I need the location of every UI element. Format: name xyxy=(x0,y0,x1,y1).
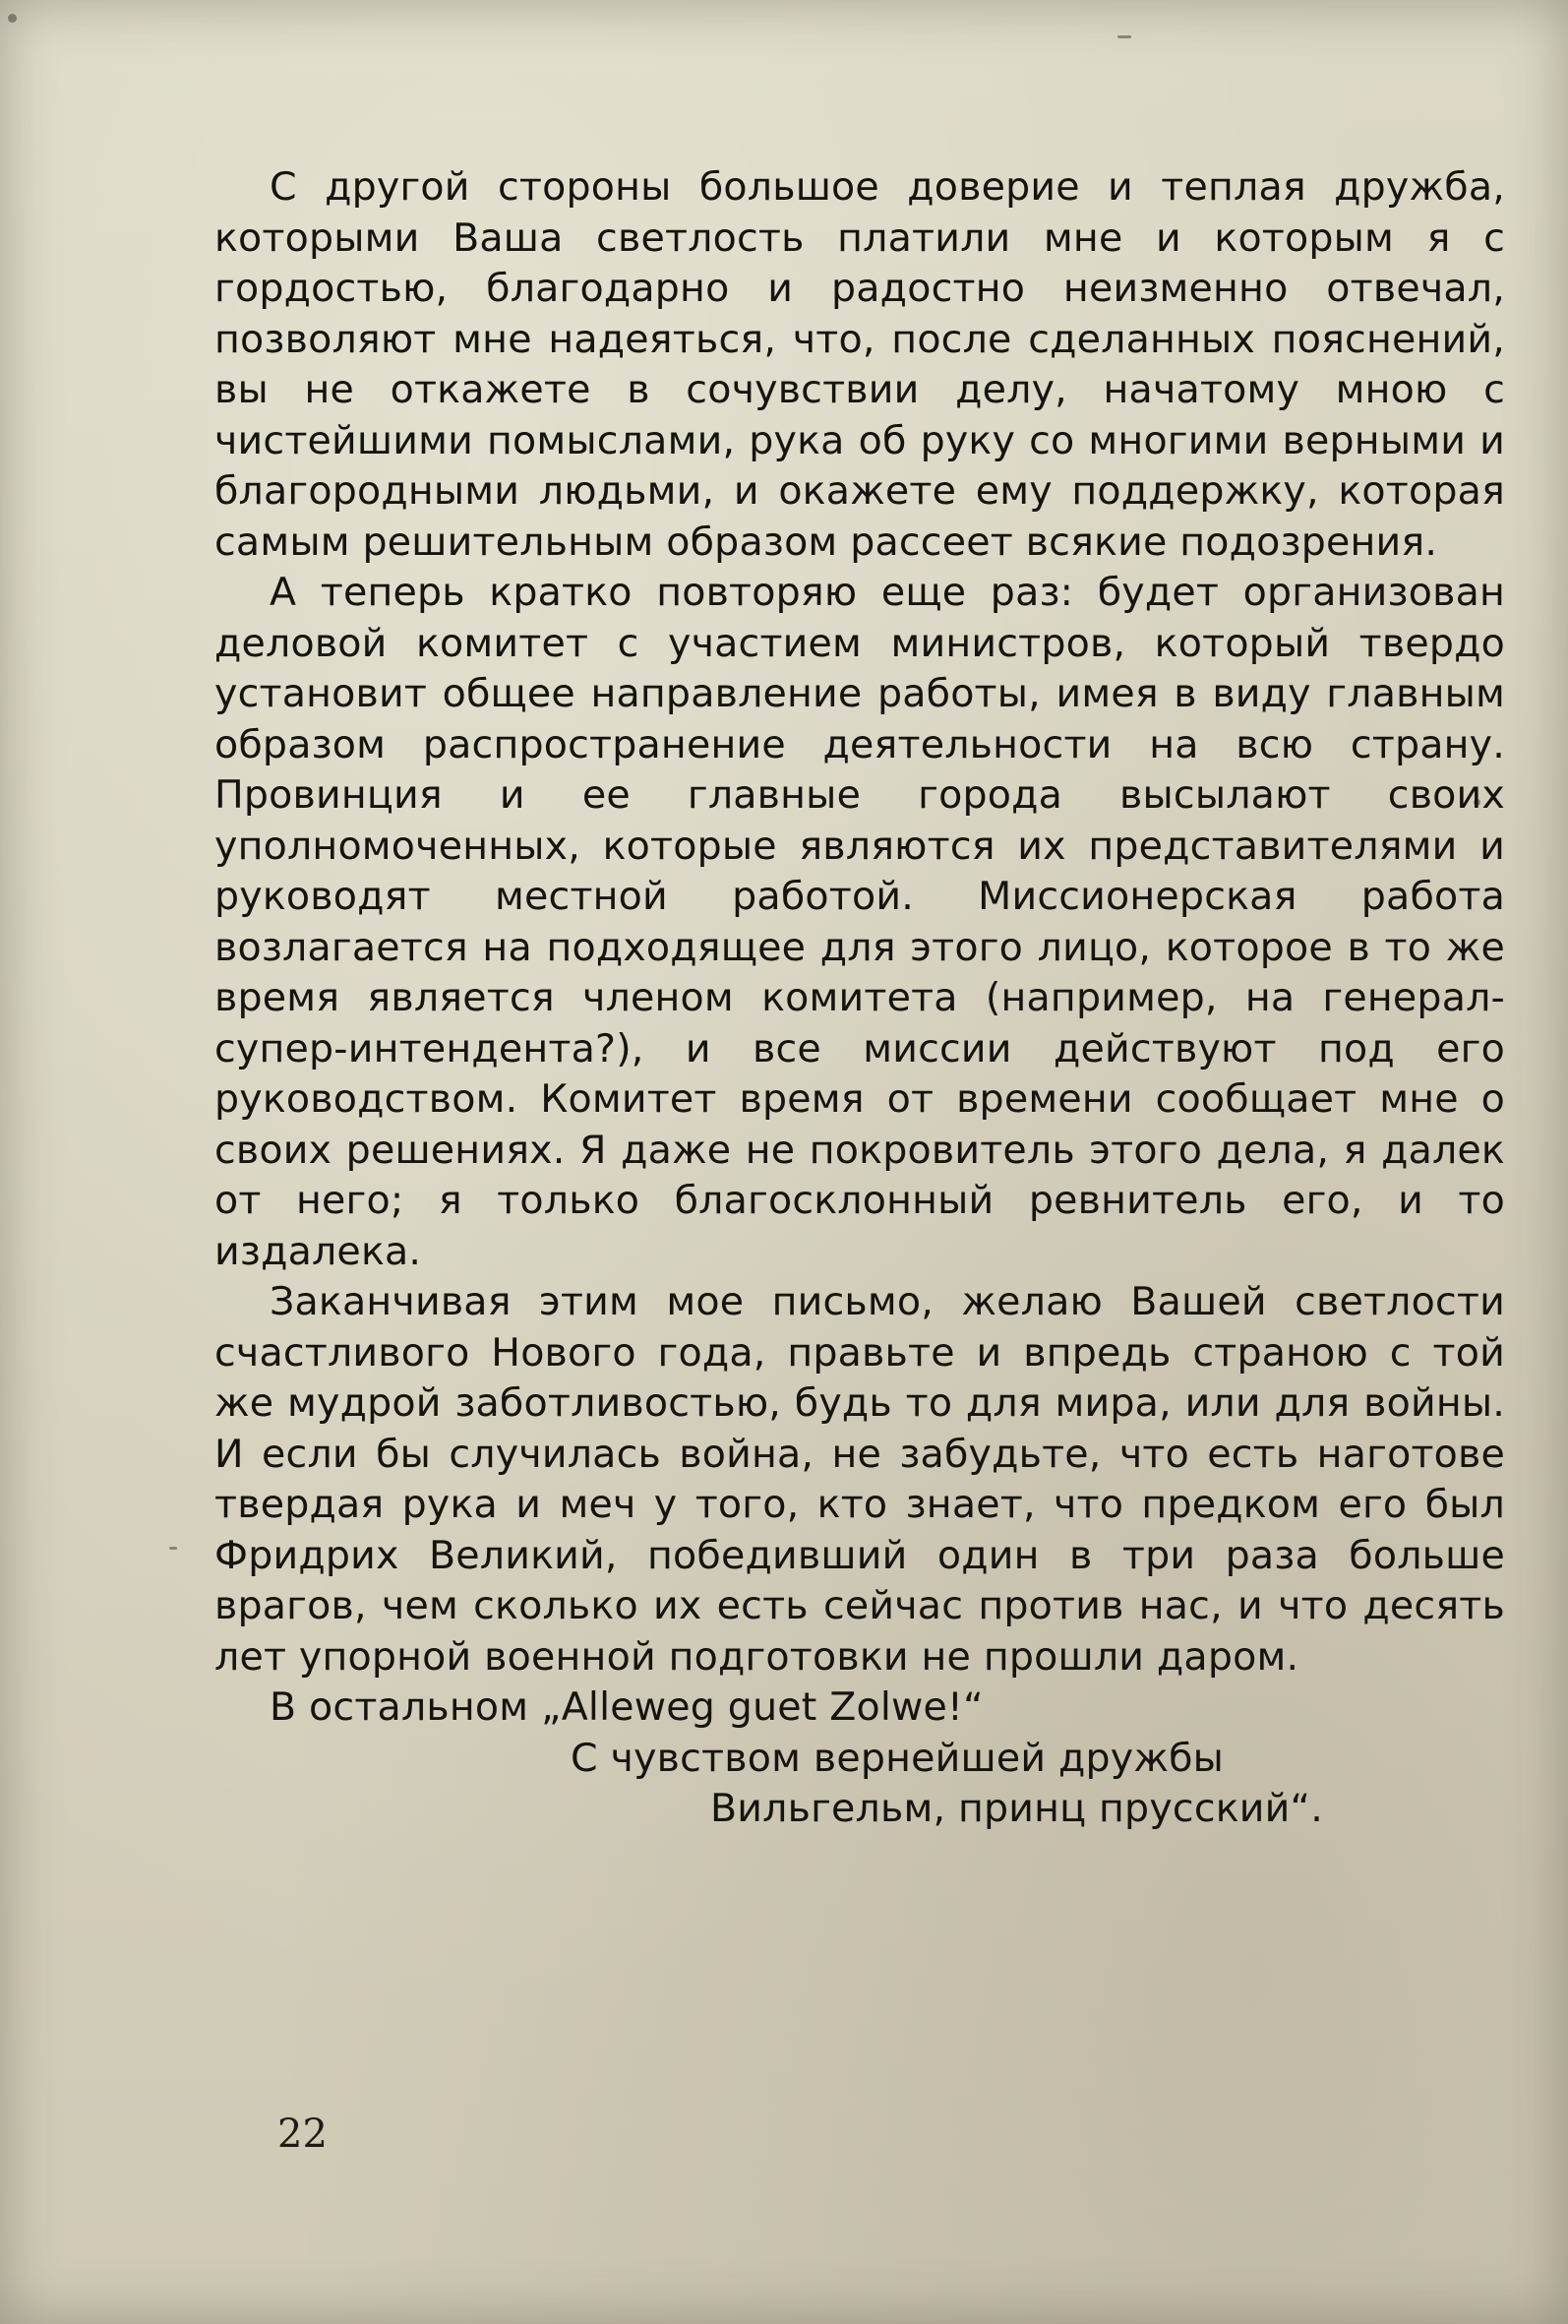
paragraph-1: С другой стороны большое доверие и теплая дружба, которыми Ваша светлость платили мне и которым я с гордостью, благодарно и радостно неизменно отвечал, позволяют мне надеяться, что, после сделанных пояснений, вы не откажете в сочувствии делу, начатому мною с чистейшими помыслами, рука об руку со многими верными и благородными людьми, и окажете ему поддержку, которая самым решительным образом рассеет всякие подозрения. xyxy=(214,164,1505,565)
paragraph-3: Заканчивая этим мое письмо, желаю Вашей светлости счастливого Нового года, правьте и впредь страною с той же мудрой заботливостью, будь то для мира, или для войны. И если бы случилась война, не забудьте, что есть наготове твердая рука и меч у того, кто знает, что предком его был Фридрих Великий, победивший один в три раза больше врагов, чем сколько их есть сейчас против нас, и что десять лет упорной военной подготовки не прошли даром. xyxy=(214,1279,1505,1680)
signature-line-2: Вильгельм, принц прусский“. xyxy=(710,1786,1323,1831)
print-speck xyxy=(169,1547,177,1550)
closing-line: В остальном „Alleweg guet Zolwe!“ xyxy=(270,1684,984,1730)
signature-line-1: С чувством вернейшей дружбы xyxy=(571,1735,1225,1781)
print-speck xyxy=(1117,35,1131,38)
page-number: 22 xyxy=(277,2111,328,2157)
letter-text xyxy=(214,162,1505,1835)
print-speck xyxy=(8,14,17,23)
paragraph-2: А теперь кратко повторяю еще раз: будет организован деловой комитет с участием министров, который твердо установит общее направление работы, имея в виду главным образом распространение деятельности на всю страну. Провинция и ее главные города высылают своих уполномоченных, которые являются их представителями и руководят местной работой. Миссионерская работа возлагается на подходящее для этого лицо, которое в то же время является членом комитета (например, на генерал-супер-интендента?), и все миссии действуют под его руководством. Комитет время от времени сообщает мне о своих решениях. Я даже не покровитель этого дела, я далек от него; я только благосклонный ревнитель его, и то издалека. xyxy=(214,570,1505,1274)
